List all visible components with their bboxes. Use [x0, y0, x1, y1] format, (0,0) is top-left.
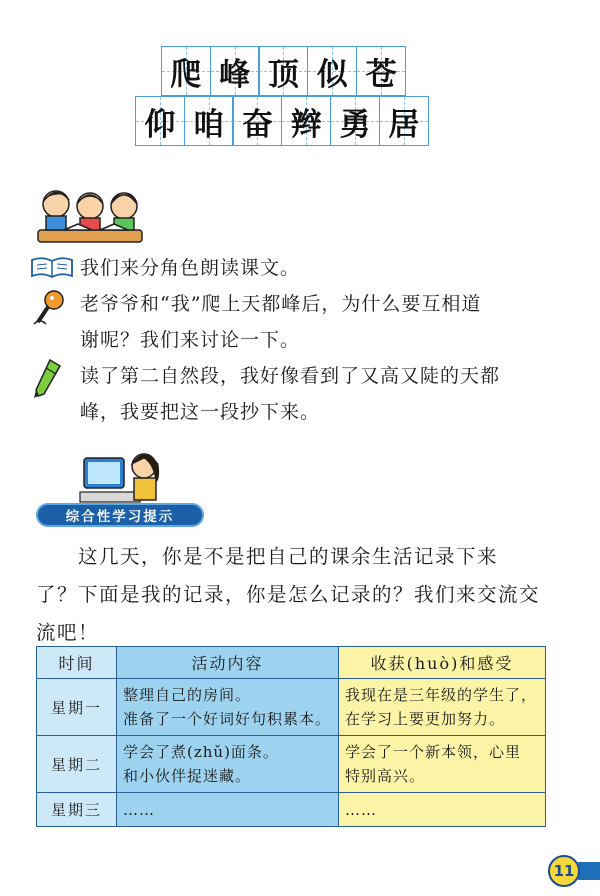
feeling-cell: 我现在是三年级的学生了， 在学习上要更加努力。: [339, 679, 546, 736]
table-row: [37, 793, 546, 827]
char-cell: 顶: [258, 46, 308, 96]
char-cell: 奋: [232, 96, 282, 146]
task-1-text: [80, 250, 560, 286]
header-time: 时间: [37, 647, 117, 679]
paragraph-line: 了？下面是我的记录，你是怎么记录的？我们来交流交: [36, 583, 541, 606]
day-cell: 星期二: [37, 736, 117, 793]
task-2-text: [80, 286, 560, 358]
activity-log-table: [36, 646, 546, 827]
header-feeling: 收获(huò)和感受: [339, 647, 546, 679]
char-cell: 峰: [210, 46, 260, 96]
task-line: 老爷爷和“我”爬上天都峰后，为什么要互相道: [80, 293, 482, 315]
page-edge-tab: [578, 862, 600, 880]
char-cell: 似: [307, 46, 357, 96]
table-header-row: [37, 647, 546, 679]
paragraph-line: 这几天，你是不是把自己的课余生活记录下来: [36, 545, 499, 568]
char-cell: 仰: [135, 96, 185, 146]
task-line: 读了第二自然段，我好像看到了又高又陡的天都: [80, 365, 501, 387]
char-cell: 勇: [330, 96, 380, 146]
char-cell: 咱: [184, 96, 234, 146]
char-cell: 爬: [161, 46, 211, 96]
page-number: 11: [548, 855, 580, 887]
activity-cell: 整理自己的房间。 准备了一个好词好句积累本。: [117, 679, 339, 736]
char-cell: 苍: [356, 46, 406, 96]
study-tip-paragraph: [36, 538, 562, 652]
task-line: 谢呢？我们来讨论一下。: [80, 329, 301, 351]
microphone-icon: [30, 288, 70, 328]
table-row: [37, 736, 546, 793]
book-icon: [30, 254, 74, 280]
day-cell: 星期一: [37, 679, 117, 736]
feeling-cell: ……: [339, 793, 546, 827]
feeling-cell: 学会了一个新本领，心里 特别高兴。: [339, 736, 546, 793]
task-3-text: [80, 358, 560, 430]
day-cell: 星期三: [37, 793, 117, 827]
char-cell: 居: [379, 96, 429, 146]
task-line: 峰，我要把这一段抄下来。: [80, 401, 321, 423]
character-row-1: [162, 46, 406, 96]
pen-icon: [30, 358, 66, 400]
study-tip-banner: 综合性学习提示: [36, 503, 204, 527]
task-line: 我们来分角色朗读课文。: [80, 257, 301, 279]
activity-cell: 学会了煮(zhǔ)面条。 和小伙伴捉迷藏。: [117, 736, 339, 793]
char-cell: 辫: [281, 96, 331, 146]
kids-reading-illustration: [34, 186, 146, 244]
activity-cell: ……: [117, 793, 339, 827]
paragraph-line: 流吧！: [36, 621, 100, 644]
girl-at-computer-illustration: [78, 448, 170, 506]
header-activity: 活动内容: [117, 647, 339, 679]
character-row-2: [136, 96, 429, 146]
table-row: [37, 679, 546, 736]
